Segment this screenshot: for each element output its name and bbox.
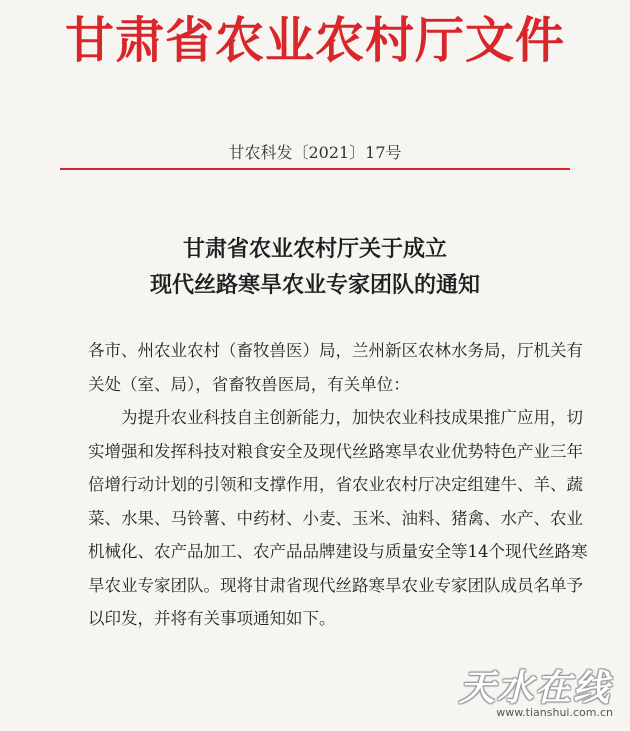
notice-title [0, 232, 630, 304]
document-number: 甘农科发〔2021〕17号 [228, 143, 402, 162]
notice-title-line-2: 现代丝路寒旱农业专家团队的通知 [149, 273, 480, 298]
addressee-paragraph: 各市、州农业农村（畜牧兽医）局，兰州新区农林水务局，厅机关有关处（室、局），省畜牧兽医局，有关单位： [88, 341, 583, 394]
document-header-title: 甘肃省农业农村厅文件 [64, 12, 565, 69]
watermark-logo-text: 天水在线 [458, 668, 611, 709]
notice-body [88, 334, 588, 636]
watermark-url: www.tianshui.com.cn [496, 706, 613, 719]
site-watermark [445, 660, 625, 726]
body-paragraph-1: 为提升农业科技自主创新能力，加快农业科技成果推广应用，切实增强和发挥科技对粮食安全及现代丝路寒旱农业优势特色产业三年倍增行动计划的引领和支撑作用，省农业农村厅决定组建牛、羊、蔬菜、水果、马铃薯、中药材、小麦、玉米、油料、猪禽、水产、农业机械化、农产品加工、农产品品牌建设与质量安全等14个现代丝路寒旱农业专家团队。现将甘肃省现代丝路寒旱农业专家团队成员名单予以印发，并将有关事项通知如下。 [88, 408, 588, 628]
notice-title-line-1: 甘肃省农业农村厅关于成立 [182, 237, 447, 262]
red-divider-line [60, 168, 570, 170]
